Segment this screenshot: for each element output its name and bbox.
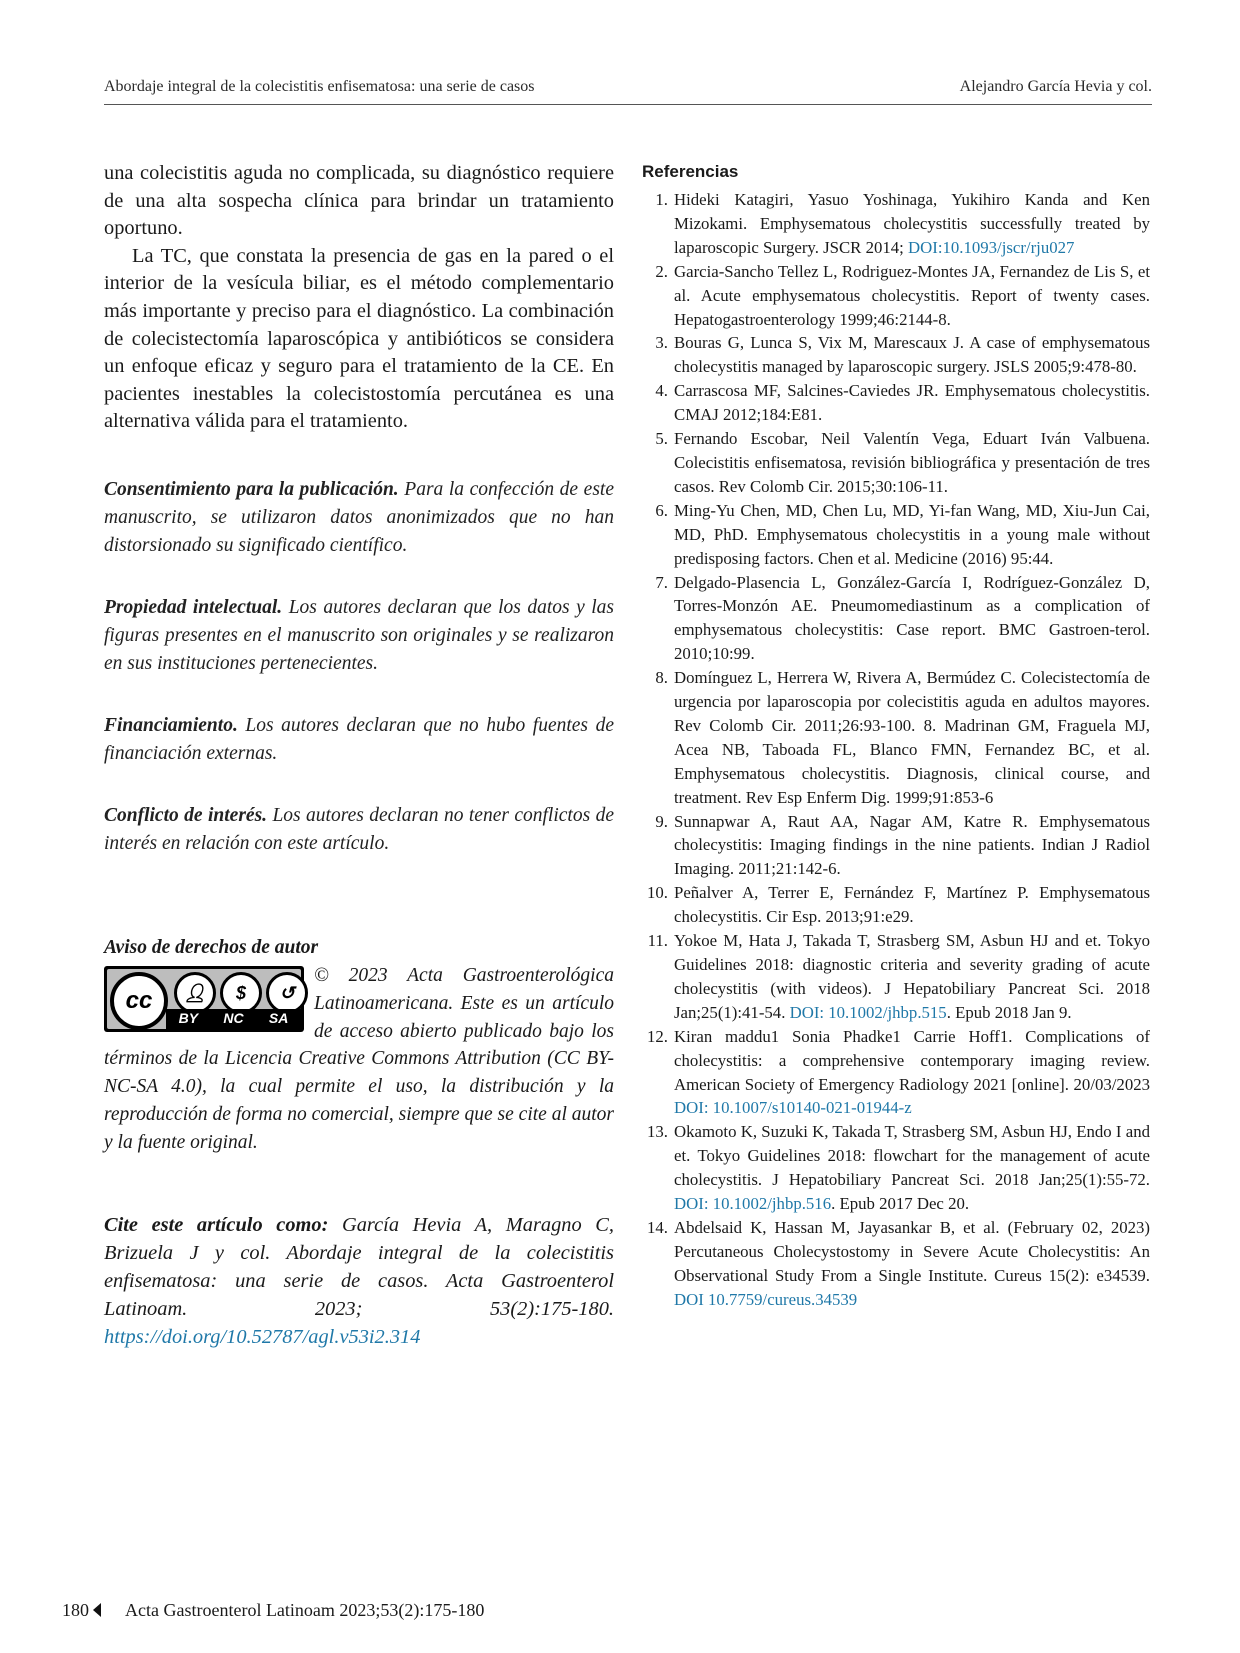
conflict-title: Conflicto de interés. bbox=[104, 804, 268, 826]
references-column bbox=[642, 162, 1150, 1312]
reference-item bbox=[642, 1025, 1150, 1121]
reference-text: Garcia-Sancho Tellez L, Rodriguez-Montes JA, Fernandez de Lis S, et al. Acute emphysematous cholecystitis. Report of twenty cases. Hepatogastroenterology 1999;46:2144-8. bbox=[674, 261, 1150, 329]
reference-text: Okamoto K, Suzuki K, Takada T, Strasberg SM, Asbun HJ, Endo I and et. Tokyo Guidelines 2018: flowchart for the management of acute cholecystitis. J Hepatobiliary Pancreat Sci. 2018 Jan;25(1):55-72. bbox=[674, 1122, 1150, 1190]
copyright-notice bbox=[104, 934, 614, 1157]
reference-text: Sunnapwar A, Raut AA, Nagar AM, Katre R. Emphysematous cholecystitis: Imaging findings in the nine patients. Indian J Radiol Imaging. 2011;21:142-6. bbox=[674, 811, 1150, 879]
citation-text: García Hevia A, Maragno C, Brizuela J y col. Abordaje integral de la colecistitis enfisematosa: una serie de casos. Acta Gastroenterol Latinoam. 2023; 53(2):175-180. bbox=[104, 1213, 614, 1320]
reference-doi-link[interactable]: DOI: 10.1007/s10140-021-01944-z bbox=[674, 1098, 912, 1118]
nc-label: NC bbox=[223, 1010, 244, 1027]
reference-doi-link[interactable]: DOI: 10.1002/jhbp.516 bbox=[674, 1194, 832, 1214]
copyright-text: © 2023 Acta Gastroenterológica Latinoamericana. Este es un artículo de acceso abierto publicado bajo los términos de la Licencia Creative Commons Attribution (CC BY-NC-SA 4.0), la cual permite el uso, la distribución y la reproducción de forma no comercial, siempre que se cite al autor y la fuente original. bbox=[104, 964, 614, 1153]
consent-text: Para la confección de este manuscrito, se utilizaron datos anonimizados que no han distorsionado su significado científico. bbox=[104, 478, 614, 556]
conflict-text: Los autores declaran no tener conflictos de interés en relación con este artículo. bbox=[104, 804, 614, 854]
references-heading: Referencias bbox=[642, 162, 739, 181]
sa-label: SA bbox=[268, 1010, 289, 1027]
journal-citation: Acta Gastroenterol Latinoam 2023;53(2):175-180 bbox=[125, 1600, 485, 1620]
noncommercial-icon: $ bbox=[220, 972, 262, 1014]
reference-number: 7. bbox=[655, 572, 668, 592]
reference-item bbox=[642, 188, 1150, 260]
reference-text: Bouras G, Lunca S, Vix M, Marescaux J. A case of emphysematous cholecystitis managed by laparoscopic surgery. JSLS 2005;9:478-80. bbox=[674, 333, 1150, 377]
ip-text: Los autores declaran que los datos y las figuras presentes en el manuscrito son originales y se realizaron en sus instituciones pertenecientes. bbox=[104, 596, 614, 674]
sharealike-icon: ↺ bbox=[266, 972, 308, 1014]
references-list bbox=[642, 188, 1150, 1312]
reference-number: 5. bbox=[655, 429, 668, 449]
citation-doi-link[interactable]: https://doi.org/10.52787/agl.v53i2.314 bbox=[104, 1325, 421, 1348]
running-authors: Alejandro García Hevia y col. bbox=[959, 78, 1152, 95]
reference-doi-link[interactable]: DOI:10.1093/jscr/rju027 bbox=[908, 237, 1075, 257]
page-number: 180 bbox=[62, 1600, 89, 1620]
reference-text: Abdelsaid K, Hassan M, Jayasankar B, et al. (February 02, 2023) Percutaneous Cholecystostomy in Severe Acute Cholecystitis: An Observational Study From a Single Institute. Cureus 15(2): e34539. bbox=[674, 1217, 1150, 1285]
reference-text: Peñalver A, Terrer E, Fernández F, Martínez P. Emphysematous cholecystitis. Cir Esp. 2013;91:e29. bbox=[674, 883, 1150, 927]
reference-text: Carrascosa MF, Salcines-Caviedes JR. Emphysematous cholecystitis. CMAJ 2012;184:E81. bbox=[674, 381, 1150, 425]
reference-number: 14. bbox=[647, 1217, 668, 1237]
reference-number: 4. bbox=[655, 381, 668, 401]
citation-title: Cite este artículo como: bbox=[104, 1213, 329, 1236]
conflict-statement bbox=[104, 802, 614, 858]
reference-number: 13. bbox=[647, 1122, 668, 1142]
reference-text: Delgado-Plasencia L, González-García I, Rodríguez-González D, Torres-Monzón AE. Pneumomediastinum as a complication of emphysematous cholecystitis: Case report. BMC Gastroen-terol. 2010;10:99. bbox=[674, 572, 1150, 664]
attribution-icon: 👤︎ bbox=[174, 972, 216, 1014]
reference-number: 8. bbox=[655, 668, 668, 688]
ip-statement bbox=[104, 594, 614, 678]
reference-number: 11. bbox=[647, 931, 668, 951]
cc-by-nc-sa-badge bbox=[104, 966, 304, 1032]
funding-text: Los autores declaran que no hubo fuentes de financiación externas. bbox=[104, 714, 614, 764]
body-paragraph: La TC, que constata la presencia de gas en la pared o el interior de la vesícula biliar, es el método complementario más importante y preciso para el diagnóstico. La combinación de colecistectomía laparoscópica y antibióticos se considera un enfoque eficaz y seguro para el tratamiento de la CE. En pacientes inestables la colecistostomía percutánea es una alternativa válida para el tratamiento. bbox=[104, 244, 614, 433]
ip-title: Propiedad intelectual. bbox=[104, 596, 283, 618]
reference-number: 3. bbox=[655, 333, 668, 353]
reference-text: Domínguez L, Herrera W, Rivera A, Bermúdez C. Colecistectomía de urgencia por laparoscopia por colecistitis aguda en adultos mayores. Rev Colomb Cir. 2011;26:93-100. 8. Madrinan GM, Fraguela MJ, Acea NB, Taboada FL, Blanco FMN, Fernandez BC, et al. Emphysematous cholecystitis. Diagnosis, clinical course, and treatment. Rev Esp Enferm Dig. 1999;91:853-6 bbox=[674, 668, 1150, 807]
reference-item bbox=[642, 810, 1150, 882]
running-header bbox=[104, 74, 1152, 105]
reference-item bbox=[642, 499, 1150, 571]
reference-doi-link[interactable]: DOI: 10.1002/jhbp.515 bbox=[789, 1002, 947, 1022]
body-paragraph: una colecistitis aguda no complicada, su diagnóstico requiere de una alta sospecha clínica para brindar un tratamiento oportuno. bbox=[104, 162, 614, 240]
by-label: BY bbox=[178, 1010, 199, 1027]
triangle-left-icon bbox=[93, 1603, 101, 1617]
reference-item bbox=[642, 881, 1150, 929]
funding-statement bbox=[104, 712, 614, 768]
reference-text: Yokoe M, Hata J, Takada T, Strasberg SM, Asbun HJ and et. Tokyo Guidelines 2018: diagnostic criteria and severity grading of acute cholecystitis (with videos). J Hepatobiliary Pancreat Sci. 2018 Jan;25(1):41-54. bbox=[674, 931, 1150, 1022]
left-column bbox=[104, 160, 614, 1371]
reference-item bbox=[642, 427, 1150, 499]
citation bbox=[104, 1211, 614, 1351]
funding-title: Financiamiento. bbox=[104, 714, 238, 736]
reference-item bbox=[642, 379, 1150, 427]
reference-item bbox=[642, 666, 1150, 809]
reference-number: 2. bbox=[655, 261, 668, 281]
copyright-title: Aviso de derechos de autor bbox=[104, 936, 319, 958]
reference-number: 1. bbox=[655, 190, 668, 209]
reference-item bbox=[642, 1120, 1150, 1216]
reference-number: 12. bbox=[647, 1026, 668, 1046]
reference-text-tail: . Epub 2017 Dec 20. bbox=[831, 1194, 970, 1214]
page-footer bbox=[62, 1600, 484, 1621]
reference-item bbox=[642, 260, 1150, 332]
reference-text: Kiran maddu1 Sonia Phadke1 Carrie Hoff1. Complications of cholecystitis: a comprehensive contemporary imaging review. American Society of Emergency Radiology 2021 [online]. 20/03/2023 bbox=[674, 1026, 1150, 1094]
reference-text: Ming-Yu Chen, MD, Chen Lu, MD, Yi-fan Wang, MD, Xiu-Jun Cai, MD, PhD. Emphysematous cholecystitis in a young male without predisposing factors. Chen et al. Medicine (2016) 95:44. bbox=[674, 500, 1150, 568]
reference-item bbox=[642, 571, 1150, 667]
consent-statement bbox=[104, 476, 614, 560]
reference-text-tail: . Epub 2018 Jan 9. bbox=[946, 1002, 1072, 1022]
cc-icon: cc bbox=[110, 972, 168, 1030]
consent-title: Consentimiento para la publicación. bbox=[104, 478, 399, 500]
reference-number: 10. bbox=[647, 883, 668, 903]
reference-item bbox=[642, 929, 1150, 1025]
copyright-body bbox=[104, 962, 614, 1157]
reference-number: 9. bbox=[655, 811, 668, 831]
reference-text: Hideki Katagiri, Yasuo Yoshinaga, Yukihiro Kanda and Ken Mizokami. Emphysematous cholecystitis successfully treated by laparoscopic Surgery. JSCR 2014; bbox=[674, 190, 1150, 257]
reference-doi-link[interactable]: DOI 10.7759/cureus.34539 bbox=[674, 1289, 858, 1309]
reference-item bbox=[642, 1216, 1150, 1312]
reference-item bbox=[642, 331, 1150, 379]
reference-text: Fernando Escobar, Neil Valentín Vega, Eduart Iván Valbuena. Colecistitis enfisematosa, revisión bibliográfica y presentación de tres casos. Rev Colomb Cir. 2015;30:106-11. bbox=[674, 429, 1150, 496]
running-title: Abordaje integral de la colecistitis enfisematosa: una serie de casos bbox=[104, 78, 535, 95]
reference-number: 6. bbox=[655, 500, 668, 520]
